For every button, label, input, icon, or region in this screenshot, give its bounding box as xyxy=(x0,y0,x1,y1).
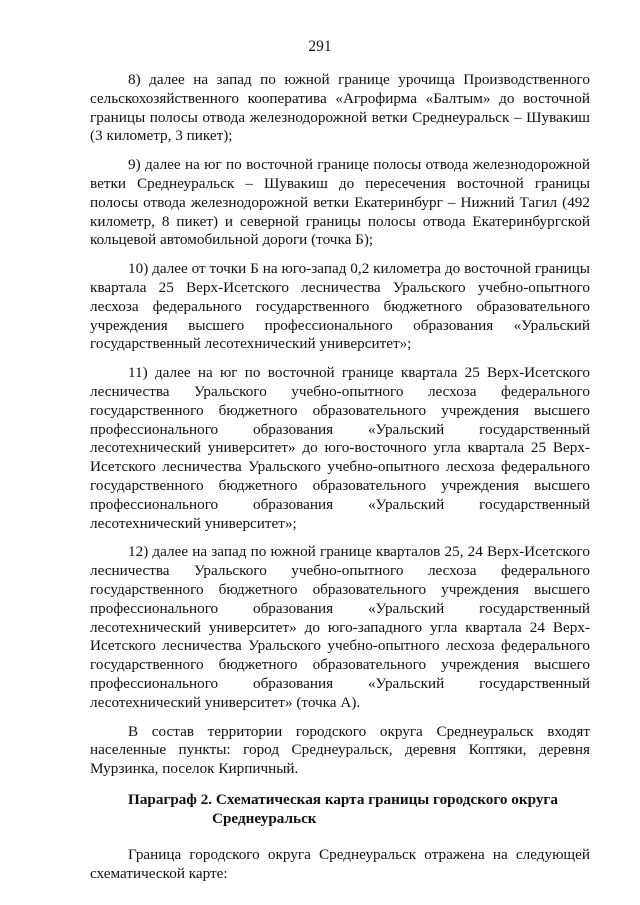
paragraph-item-12: 12) далее на запад по южной границе кварталов 25, 24 Верх-Исетского лесничества Уральского учебно-опытного лесхоза федерального государственного бюджетного образовательного учреждения высшего профессионального образования «Уральский государственный лесотехнический университет» до юго-западного угла квартала 24 Верх-Исетского лесничества Уральского учебно-опытного лесхоза федерального государственного бюджетного образовательного учреждения высшего профессионального образования «Уральский государственный лесотехнический университет» (точка А). xyxy=(90,543,590,711)
page-number: 291 xyxy=(308,38,332,55)
map-placeholder-area xyxy=(90,800,590,890)
paragraph-item-8: 8) далее на запад по южной границе урочища Производственного сельскохозяйственного кооператива «Агрофирма «Балтым» до восточной границы полосы отвода железнодорожной ветки Среднеуральск – Шувакиш (3 километр, 3 пикет); xyxy=(90,71,590,145)
paragraph-item-11: 11) далее на юг по восточной границе квартала 25 Верх-Исетского лесничества Уральского учебно-опытного лесхоза федерального государственного бюджетного образовательного учреждения высшего профессионального образования «Уральский государственный лесотехнический университет» до юго-восточного угла квартала 25 Верх-Исетского лесничества Уральского учебно-опытного лесхоза федерального государственного бюджетного образовательного учреждения высшего профессионального образования «Уральский государственный лесотехнический университет»; xyxy=(90,364,590,532)
section-heading-line2: Среднеуральск xyxy=(212,809,317,827)
document-body xyxy=(90,71,590,894)
paragraph-item-10: 10) далее от точки Б на юго-запад 0,2 километра до восточной границы квартала 25 Верх-Исетского лесничества Уральского учебно-опытного лесхоза федерального государственного бюджетного образовательного учреждения высшего профессионального образования «Уральский государственный лесотехнический университет»; xyxy=(90,260,590,353)
paragraph-item-9: 9) далее на юг по восточной границе полосы отвода железнодорожной ветки Среднеуральск – Шувакиш до пересечения восточной границы полосы отвода железнодорожной ветки Екатеринбург – Нижний Тагил (492 километр, 8 пикет) и северной границы полосы отвода Екатеринбургской кольцевой автомобильной дороги (точка Б); xyxy=(90,156,590,249)
paragraph-map-intro: Граница городского округа Среднеуральск отражена на следующей схематической карте: xyxy=(90,846,590,883)
section-heading-line1: Параграф 2. Схематическая карта границы городского округа xyxy=(128,790,558,808)
paragraph-settlements: В состав территории городского округа Среднеуральск входят населенные пункты: город Среднеуральск, деревня Коптяки, деревня Мурзинка, поселок Кирпичный. xyxy=(90,722,590,778)
